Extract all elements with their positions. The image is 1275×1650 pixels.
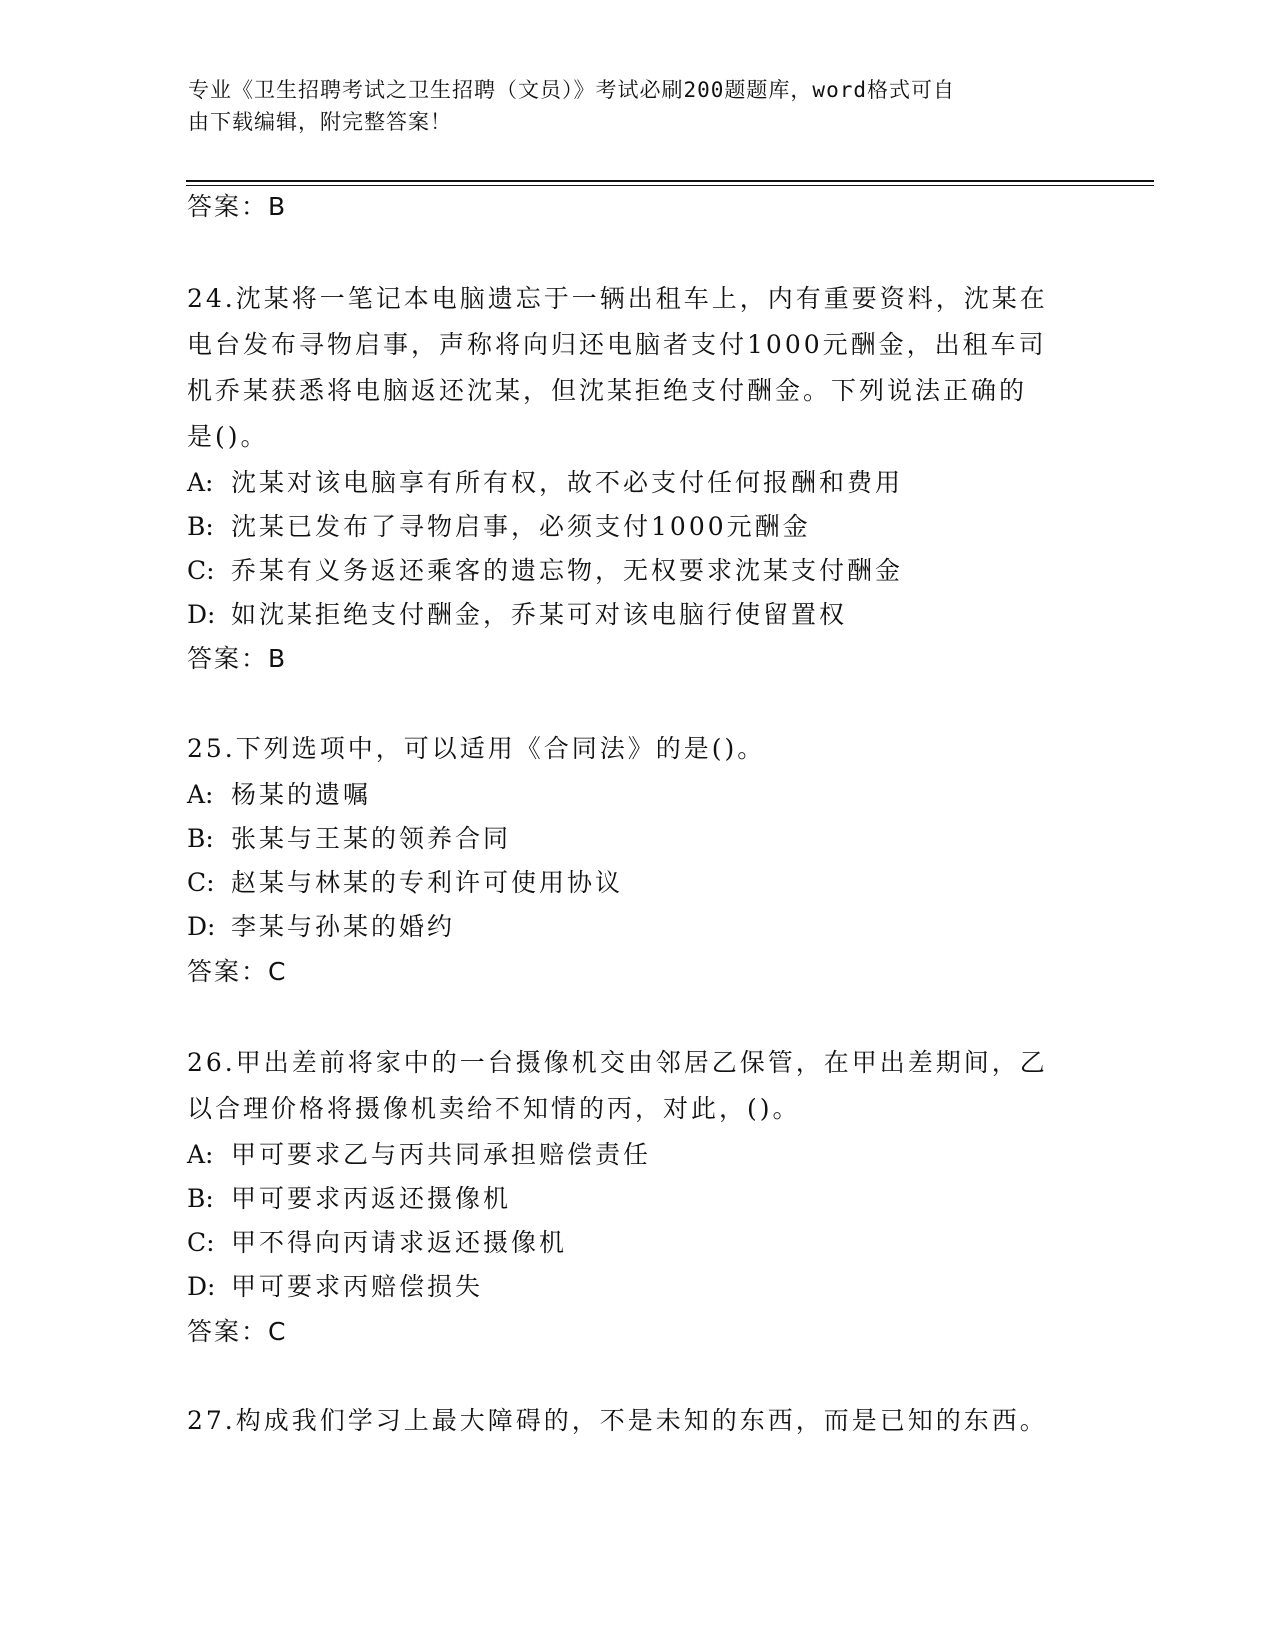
question-25-option-b — [187, 822, 511, 856]
question-26-option-b — [187, 1182, 511, 1216]
option-text: 沈某已发布了寻物启事，必须支付1000元酬金 — [231, 512, 811, 541]
option-text: 如沈某拒绝支付酬金，乔某可对该电脑行使留置权 — [231, 600, 848, 629]
option-label: C: — [187, 868, 215, 897]
question-25-text — [187, 726, 1087, 772]
document-header — [188, 74, 1068, 138]
question-26-option-a — [187, 1138, 651, 1172]
option-text: 甲可要求丙赔偿损失 — [231, 1272, 484, 1301]
option-text: 杨某的遗嘱 — [231, 780, 372, 809]
question-line: 27.构成我们学习上最大障碍的，不是未知的东西，而是已知的东西。 — [187, 1406, 1048, 1435]
question-26-text — [187, 1040, 1087, 1132]
question-line: 以合理价格将摄像机卖给不知情的丙，对此，()。 — [187, 1094, 801, 1123]
question-line: 26.甲出差前将家中的一台摄像机交由邻居乙保管，在甲出差期间，乙 — [187, 1048, 1048, 1077]
question-line: 是()。 — [187, 422, 269, 451]
option-text: 乔某有义务返还乘客的遗忘物，无权要求沈某支付酬金 — [231, 556, 904, 585]
option-text: 甲可要求丙返还摄像机 — [231, 1184, 512, 1213]
question-line: 25.下列选项中，可以适用《合同法》的是()。 — [187, 734, 766, 763]
option-label: B: — [187, 1184, 214, 1213]
question-24-option-a — [187, 466, 903, 500]
option-text: 李某与孙某的婚约 — [231, 912, 456, 941]
question-27-text — [187, 1398, 1087, 1444]
question-25-option-c — [187, 866, 623, 900]
header-divider-thick — [186, 180, 1154, 182]
question-24-option-c — [187, 554, 903, 588]
header-line-1: 专业《卫生招聘考试之卫生招聘（文员）》考试必刷200题题库，word格式可自 — [188, 78, 955, 102]
option-label: B: — [187, 824, 214, 853]
header-divider-thin — [186, 185, 1154, 186]
question-25-option-d — [187, 910, 455, 944]
option-label: A: — [187, 1140, 214, 1169]
option-text: 甲不得向丙请求返还摄像机 — [231, 1228, 568, 1257]
option-label: A: — [187, 780, 214, 809]
question-26-option-c — [187, 1226, 567, 1260]
question-25-answer: 答案：C — [187, 957, 288, 986]
question-26-answer: 答案：C — [187, 1317, 288, 1346]
option-text: 沈某对该电脑享有所有权，故不必支付任何报酬和费用 — [231, 468, 904, 497]
option-label: D: — [187, 912, 216, 941]
question-24-option-b — [187, 510, 811, 544]
question-24-text — [187, 276, 1087, 460]
option-label: C: — [187, 556, 215, 585]
option-label: B: — [187, 512, 214, 541]
option-label: D: — [187, 1272, 216, 1301]
option-text: 张某与王某的领养合同 — [231, 824, 512, 853]
question-24-option-d — [187, 598, 847, 632]
question-26-option-d — [187, 1270, 483, 1304]
question-25-option-a — [187, 778, 371, 812]
question-line: 电台发布寻物启事，声称将向归还电脑者支付1000元酬金，出租车司 — [187, 330, 1047, 359]
option-label: A: — [187, 468, 214, 497]
option-label: C: — [187, 1228, 215, 1257]
header-line-2: 由下载编辑，附完整答案！ — [188, 110, 452, 134]
option-text: 甲可要求乙与丙共同承担赔偿责任 — [231, 1140, 652, 1169]
option-label: D: — [187, 600, 216, 629]
option-text: 赵某与林某的专利许可使用协议 — [231, 868, 624, 897]
previous-answer: 答案：B — [187, 192, 288, 221]
question-line: 24.沈某将一笔记本电脑遗忘于一辆出租车上，内有重要资料，沈某在 — [187, 284, 1048, 313]
question-24-answer: 答案：B — [187, 644, 288, 673]
question-line: 机乔某获悉将电脑返还沈某，但沈某拒绝支付酬金。下列说法正确的 — [187, 376, 1028, 405]
